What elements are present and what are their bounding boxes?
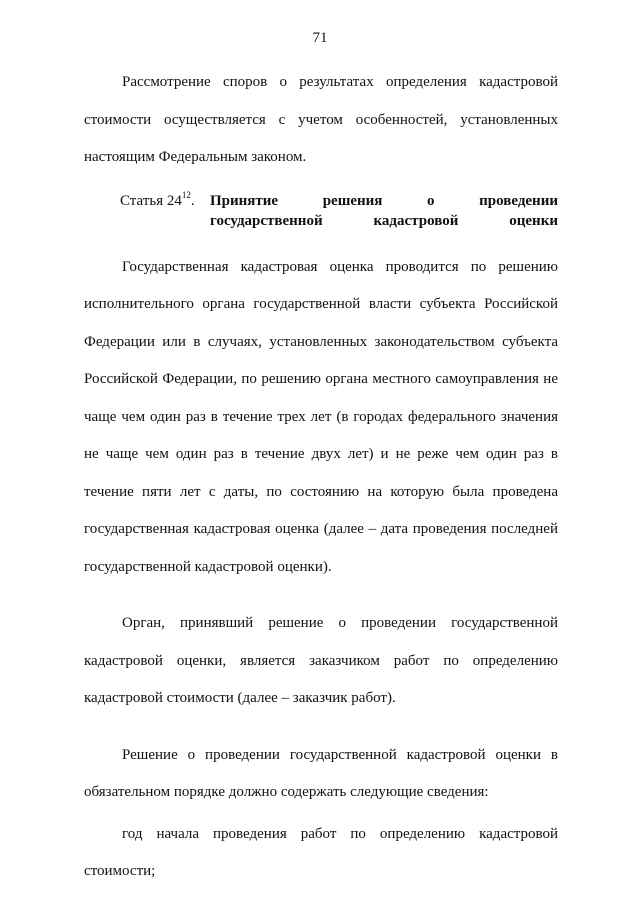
article-title-line-1: Принятие решения о проведении <box>210 192 558 209</box>
article-title <box>210 191 558 231</box>
body-paragraph-4: год начала проведения работ по определению кадастровой стоимости; <box>84 825 558 879</box>
intro-paragraph: Рассмотрение споров о результатах определения кадастровой стоимости осуществляется с учетом особенностей, установленных настоящим Федеральным законом. <box>84 74 558 165</box>
article-title-line-2: государственной кадастровой оценки <box>210 212 558 229</box>
article-label-prefix: Статья 24 <box>120 192 182 209</box>
article-label <box>84 191 210 231</box>
document-body <box>84 64 558 891</box>
body-paragraph-2: Орган, принявший решение о проведении государственной кадастровой оценки, является заказчиком работ по определению кадастровой стоимости (далее – заказчик работ). <box>84 615 558 706</box>
article-label-superscript: 12 <box>181 189 191 200</box>
body-paragraph-1: Государственная кадастровая оценка проводится по решению исполнительного органа государственной власти субъекта Российской Федерации или в случаях, установленных законодательством субъекта Российской Федерации, по решению органа местного самоуправления не чаще чем один раз в течение трех лет (в городах федерального значения не чаще чем один раз в течение двух лет) и не реже чем один раз в течение пяти лет с даты, по состоянию на которую была проведена государственная кадастровая оценка (далее – дата проведения последней государственной кадастровой оценки). <box>84 258 558 575</box>
article-heading <box>84 191 558 231</box>
article-label-suffix: . <box>190 192 195 209</box>
body-paragraph-3: Решение о проведении государственной кадастровой оценки в обязательном порядке должно содержать следующие сведения: <box>84 746 558 800</box>
page-number: 71 <box>312 30 328 46</box>
